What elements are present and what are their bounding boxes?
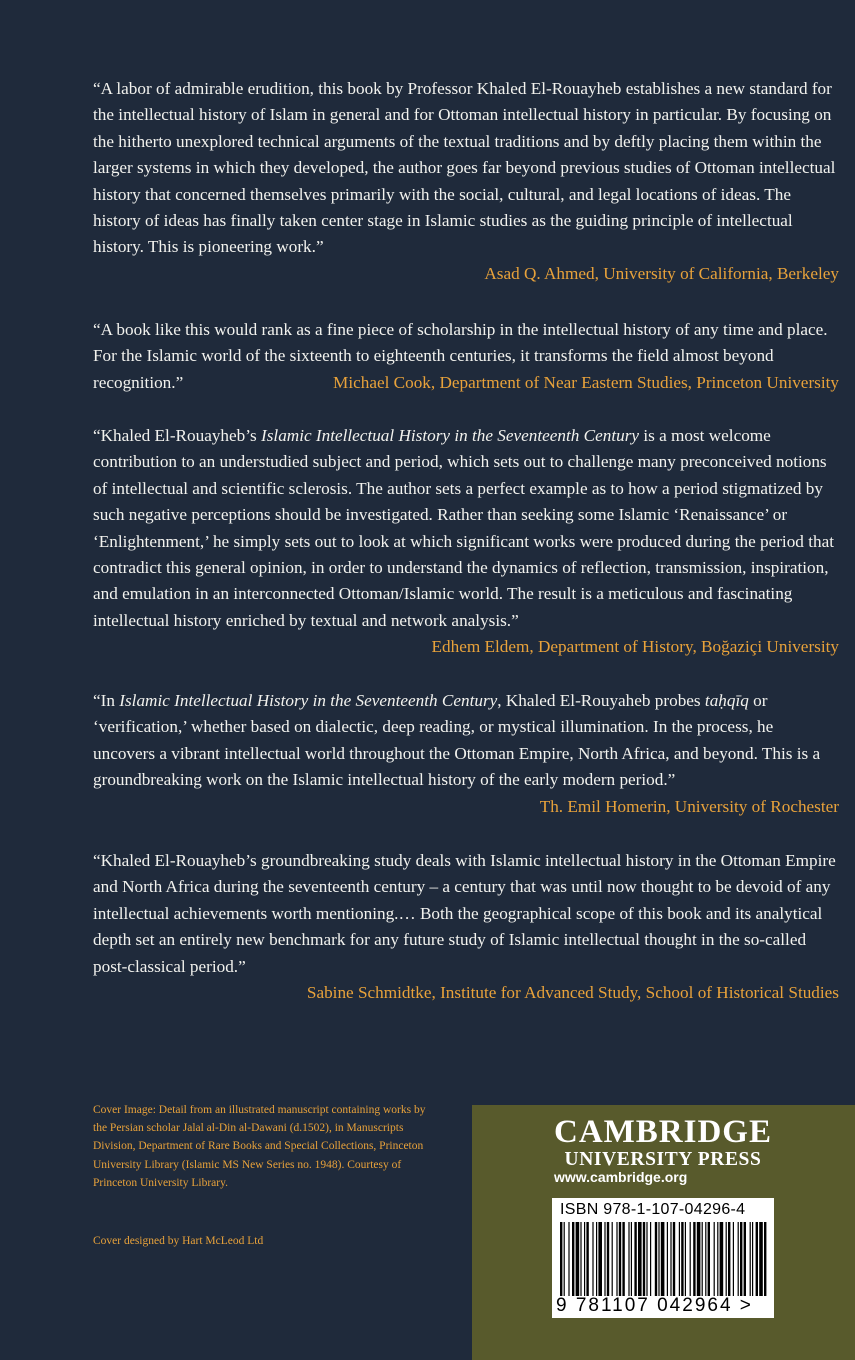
review-quote-1 <box>93 76 839 287</box>
publisher-panel <box>472 1105 855 1360</box>
quote-attribution: Asad Q. Ahmed, University of California, Berkeley <box>484 263 839 283</box>
barcode-bars <box>558 1222 770 1304</box>
barcode-bar <box>714 1222 715 1304</box>
barcode-bar <box>759 1222 763 1304</box>
review-quote-3 <box>93 423 839 661</box>
barcode-bar <box>670 1222 671 1304</box>
barcode-bar <box>667 1222 668 1304</box>
review-quote-5 <box>93 848 839 1006</box>
quote-text-start: “Khaled El-Rouayheb’s <box>93 426 262 445</box>
barcode-bar <box>720 1222 724 1304</box>
barcode-bar <box>705 1222 706 1304</box>
barcode-bar <box>733 1222 734 1304</box>
publisher-name-line1: CAMBRIDGE <box>553 1114 772 1150</box>
barcode-bar <box>564 1222 565 1304</box>
book-title: Islamic Intellectual History in the Seventeenth Century <box>119 691 498 710</box>
quote-attribution: Edhem Eldem, Department of History, Boğaziçi University <box>431 637 839 657</box>
barcode-bar <box>619 1222 621 1304</box>
barcode-bar <box>622 1222 624 1304</box>
cover-image-credit: Cover Image: Detail from an illustrated manuscript containing works by the Persian scholar Jalal al-Din al-Dawani (d.1502), in Manuscripts Division, Department of Rare Books and Special Collections, Princeton University Library (Islamic MS New Series no. 1948). Courtesy of Princeton University Library. <box>93 1104 426 1189</box>
review-quote-2 <box>93 317 839 396</box>
barcode-bar <box>616 1222 617 1304</box>
quote-text <box>93 423 839 657</box>
barcode-bar <box>586 1222 588 1304</box>
barcode-bar <box>681 1222 683 1304</box>
barcode-bar <box>576 1222 580 1304</box>
barcode-bar <box>596 1222 597 1304</box>
barcode-bar <box>661 1222 665 1304</box>
barcode-bar <box>752 1222 753 1304</box>
barcode-bar <box>728 1222 730 1304</box>
barcode-bar <box>726 1222 727 1304</box>
cover-designer-credit: Cover designed by Hart McLeod Ltd <box>93 1235 264 1247</box>
quote-attribution: Michael Cook, Department of Near Eastern Studies, Princeton University <box>333 372 839 392</box>
quote-attribution: Th. Emil Homerin, University of Rochester <box>539 796 839 816</box>
barcode-bar <box>685 1222 686 1304</box>
quote-text: “A labor of admirable erudition, this book by Professor Khaled El-Rouayheb establishes a new standard for the intellectual history of Islam in general and for Ottoman intellectual history in particular. By focusing on the hitherto unexplored technical arguments of the textual traditions and by deftly placing them within the larger systems in which they developed, the author goes far beyond previous studies of Ottoman intellectual history that concerned themselves primarily with the social, cultural, and legal locations of ideas. The history of ideas has finally taken center stage in Islamic studies as the guiding principle of intellectual history. This is pioneering work.” <box>93 79 836 257</box>
barcode-bar <box>655 1222 657 1304</box>
barcode-bar <box>756 1222 758 1304</box>
term-tahqiq: taḥqīq <box>704 691 749 710</box>
barcode-bar <box>658 1222 659 1304</box>
barcode-bar <box>584 1222 585 1304</box>
quote-text-start: “In <box>93 691 120 710</box>
barcode-bar <box>646 1222 647 1304</box>
barcode-bar <box>650 1222 651 1304</box>
quote-text <box>93 317 839 396</box>
publisher-url: www.cambridge.org <box>554 1169 688 1185</box>
barcode-bar <box>592 1222 593 1304</box>
barcode-bar <box>634 1222 636 1304</box>
barcode-bar <box>702 1222 703 1304</box>
barcode-bar <box>572 1222 574 1304</box>
barcode-bar <box>764 1222 766 1304</box>
barcode-bar <box>697 1222 701 1304</box>
barcode-bar <box>612 1222 613 1304</box>
book-title: Islamic Intellectual History in the Seventeenth Century <box>261 426 640 445</box>
review-quote-4 <box>93 688 839 820</box>
barcode-bar <box>631 1222 632 1304</box>
barcode-bar <box>560 1222 562 1304</box>
barcode <box>552 1198 774 1318</box>
quote-attribution: Sabine Schmidtke, Institute for Advanced Study, School of Historical Studies <box>306 983 839 1003</box>
barcode-digits: 9 781107 042964 > <box>556 1296 770 1316</box>
quote-text-mid: , Khaled El-Rouyaheb probes <box>497 691 705 710</box>
barcode-bar <box>568 1222 569 1304</box>
barcode-bar <box>679 1222 680 1304</box>
barcode-bar <box>738 1222 739 1304</box>
isbn-label: ISBN 978-1-107-04296-4 <box>560 1201 746 1218</box>
quote-text-rest: is a most welcome contribution to an understudied subject and period, which sets out to challenge many preconceived notions of intellectual and scientific sclerosis. The author sets a perfect example as to how a period stigmatized by such negative perceptions should be investigated. Rather than seeking some Islamic ‘Renaissance’ or ‘Enlightenment,’ he simply sets out to look at which significant works were produced during the period that contradict this general opinion, in order to understand the dynamics of reflection, transmission, inspiration, and emulation in an interconnected Ottoman/Islamic world. The result is a meticulous and fascinating intellectual history enriched by textual and network analysis.” <box>93 426 834 630</box>
quote-body: “A book like this would rank as a fine piece of scholarship in the intellectual history of any time and place. For the Islamic world of the sixteenth to eighteenth centuries, it transforms the field almost beyond recognition.” <box>93 320 828 392</box>
barcode-bar <box>690 1222 691 1304</box>
barcode-bar <box>598 1222 602 1304</box>
publisher-logo <box>552 1115 774 1171</box>
barcode-bar <box>744 1222 746 1304</box>
barcode-bar <box>740 1222 742 1304</box>
barcode-bar <box>693 1222 695 1304</box>
barcode-bar <box>638 1222 642 1304</box>
publisher-name-line2: UNIVERSITY PRESS <box>564 1149 762 1170</box>
quote-text <box>93 688 839 794</box>
barcode-bar <box>628 1222 629 1304</box>
barcode-bar <box>580 1222 581 1304</box>
barcode-bar <box>750 1222 751 1304</box>
barcode-bar <box>708 1222 710 1304</box>
barcode-bar <box>607 1222 609 1304</box>
quote-text-rest: or ‘verification,’ whether based on dialectic, deep reading, or mystical illumination. In the process, he uncovers a vibrant intellectual world throughout the Ottoman Empire, North Africa, and beyond. This is a groundbreaking work on the Islamic intellectual history of the early modern period.” <box>93 691 821 790</box>
barcode-bar <box>717 1222 718 1304</box>
barcode-bar <box>643 1222 645 1304</box>
quote-text: “Khaled El-Rouayheb’s groundbreaking study deals with Islamic intellectual history in the Ottoman Empire and North Africa during the seventeenth century – a century that was until now thought to be devoid of any intellectual achievements worth mentioning.… Both the geographical scope of this book and its analytical depth set an entirely new benchmark for any future study of Islamic intellectual thought in the so-called post-classical period.” <box>93 851 836 976</box>
barcode-bar <box>673 1222 675 1304</box>
barcode-bar <box>604 1222 605 1304</box>
